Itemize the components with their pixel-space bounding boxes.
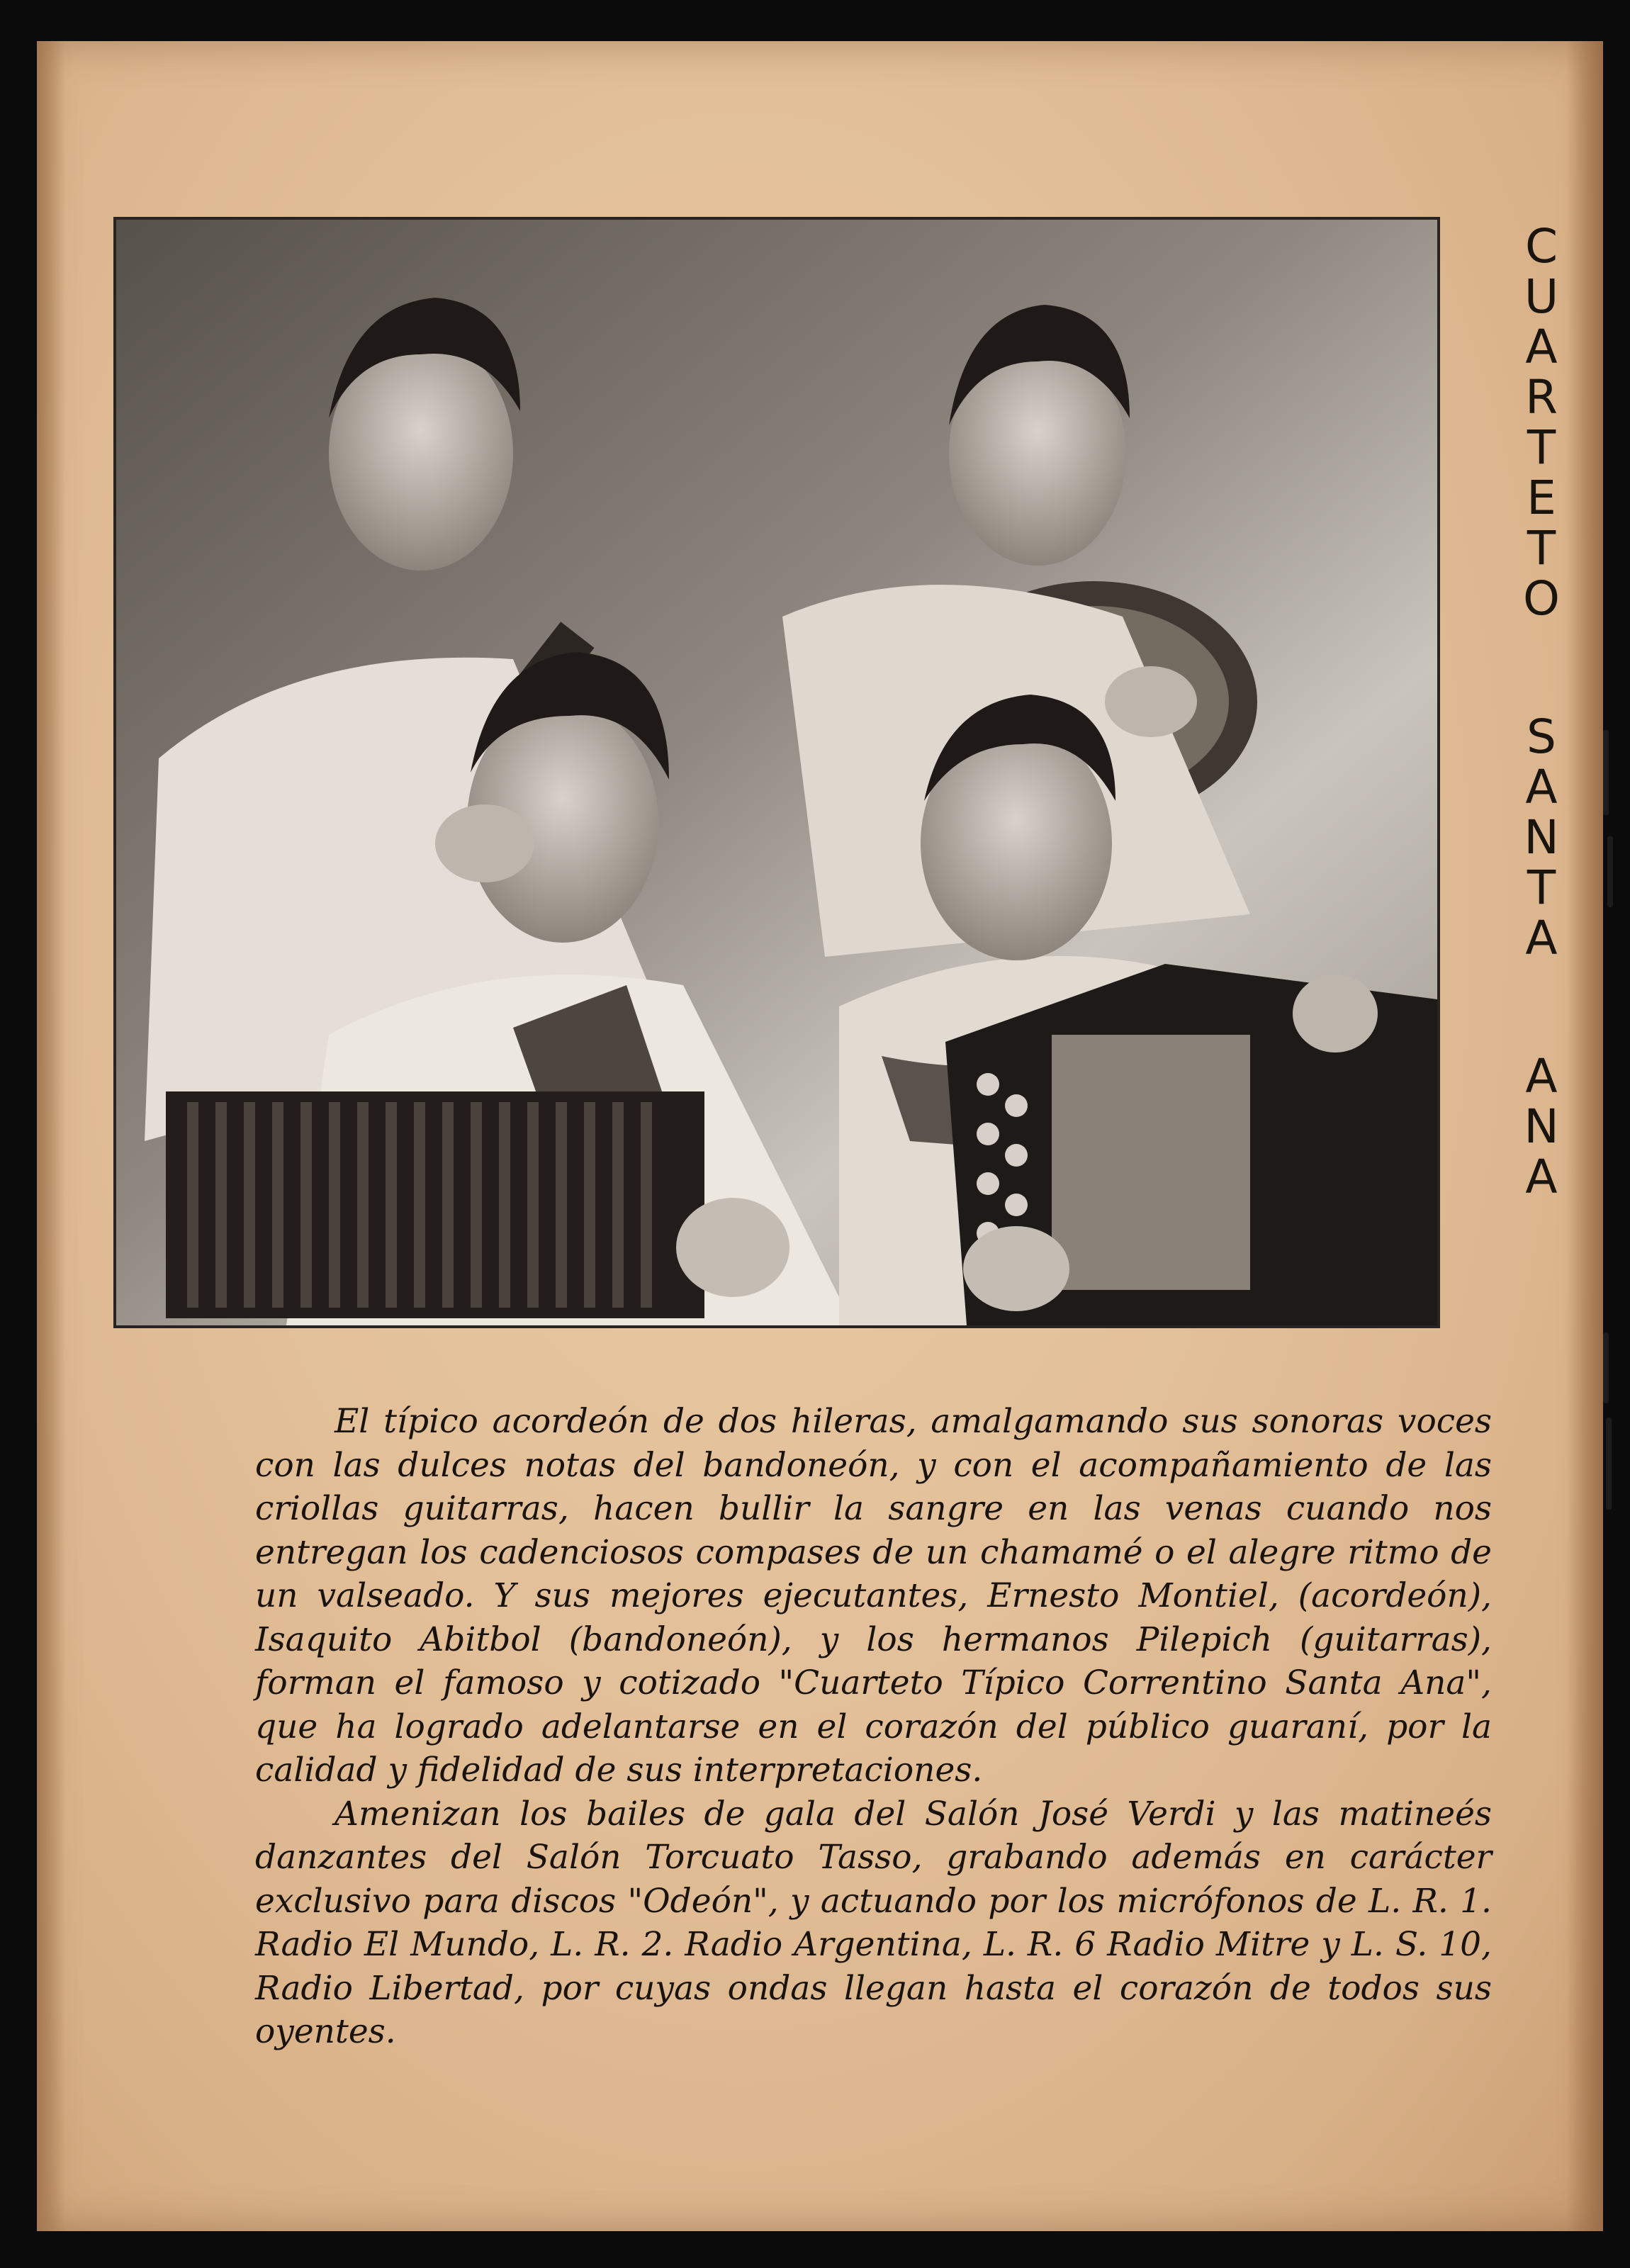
article-paragraph-2: Amenizan los bailes de gala del Salón José Verdi y las matineés danzantes del Salón Torcuato Tasso, grabando además en carácter exclusivo para discos "Odeón", y actuando por los micrófonos de L. R. 1. Radio El Mundo, L. R. 2. Radio Argentina, L. R. 6 Radio Mitre y L. S. 10, Radio Libertad, por cuyas ondas llegan hasta el corazón de todos sus oyentes. [255,1794,1492,2051]
page-binding-edge [37,41,65,2231]
title-letter: T [1527,860,1556,915]
title-letter: E [1527,471,1556,525]
binding-staple [1606,1418,1612,1510]
title-word-cuarteto [1523,221,1560,624]
title-letter: A [1525,1049,1558,1104]
title-letter: R [1525,370,1558,425]
title-word-santa [1524,709,1559,965]
title-letter: A [1525,760,1558,814]
article-body [255,1400,1492,2054]
vertical-title [1502,221,1580,1341]
title-letter: N [1524,1099,1559,1154]
band-photograph [113,217,1440,1328]
title-letter: U [1524,269,1559,324]
title-letter: A [1525,911,1558,965]
title-letter: T [1527,420,1556,475]
binding-staple [1603,730,1609,815]
title-letter: T [1527,521,1556,576]
binding-staple [1603,1332,1609,1403]
title-letter: S [1527,709,1556,764]
title-letter: C [1524,219,1558,274]
title-letter: O [1523,571,1560,626]
title-word-ana [1524,1051,1558,1202]
title-letter: N [1524,810,1559,865]
photo-illustration [116,220,1437,1325]
binding-staple [1607,836,1613,907]
article-paragraph-1: El típico acordeón de dos hileras, amalgamando sus sonoras voces con las dulces notas del bandoneón, y con el acompañamiento de las criollas guitarras, hacen bullir la sangre en las venas cuando nos entregan los cadenciosos compases de un chamamé o el alegre ritmo de un valseado. Y sus mejores ejecutantes, Ernesto Montiel, (acordeón), Isaquito Abitbol (bandoneón), y los hermanos Pilepich (guitarras), forman el famoso y cotizado "Cuarteto Típico Correntino Santa Ana", que ha logrado adelantarse en el corazón del público guaraní, por la calidad y fidelidad de sus interpretaciones. [255,1402,1492,1790]
title-letter: A [1525,320,1558,374]
title-letter: A [1525,1150,1558,1204]
